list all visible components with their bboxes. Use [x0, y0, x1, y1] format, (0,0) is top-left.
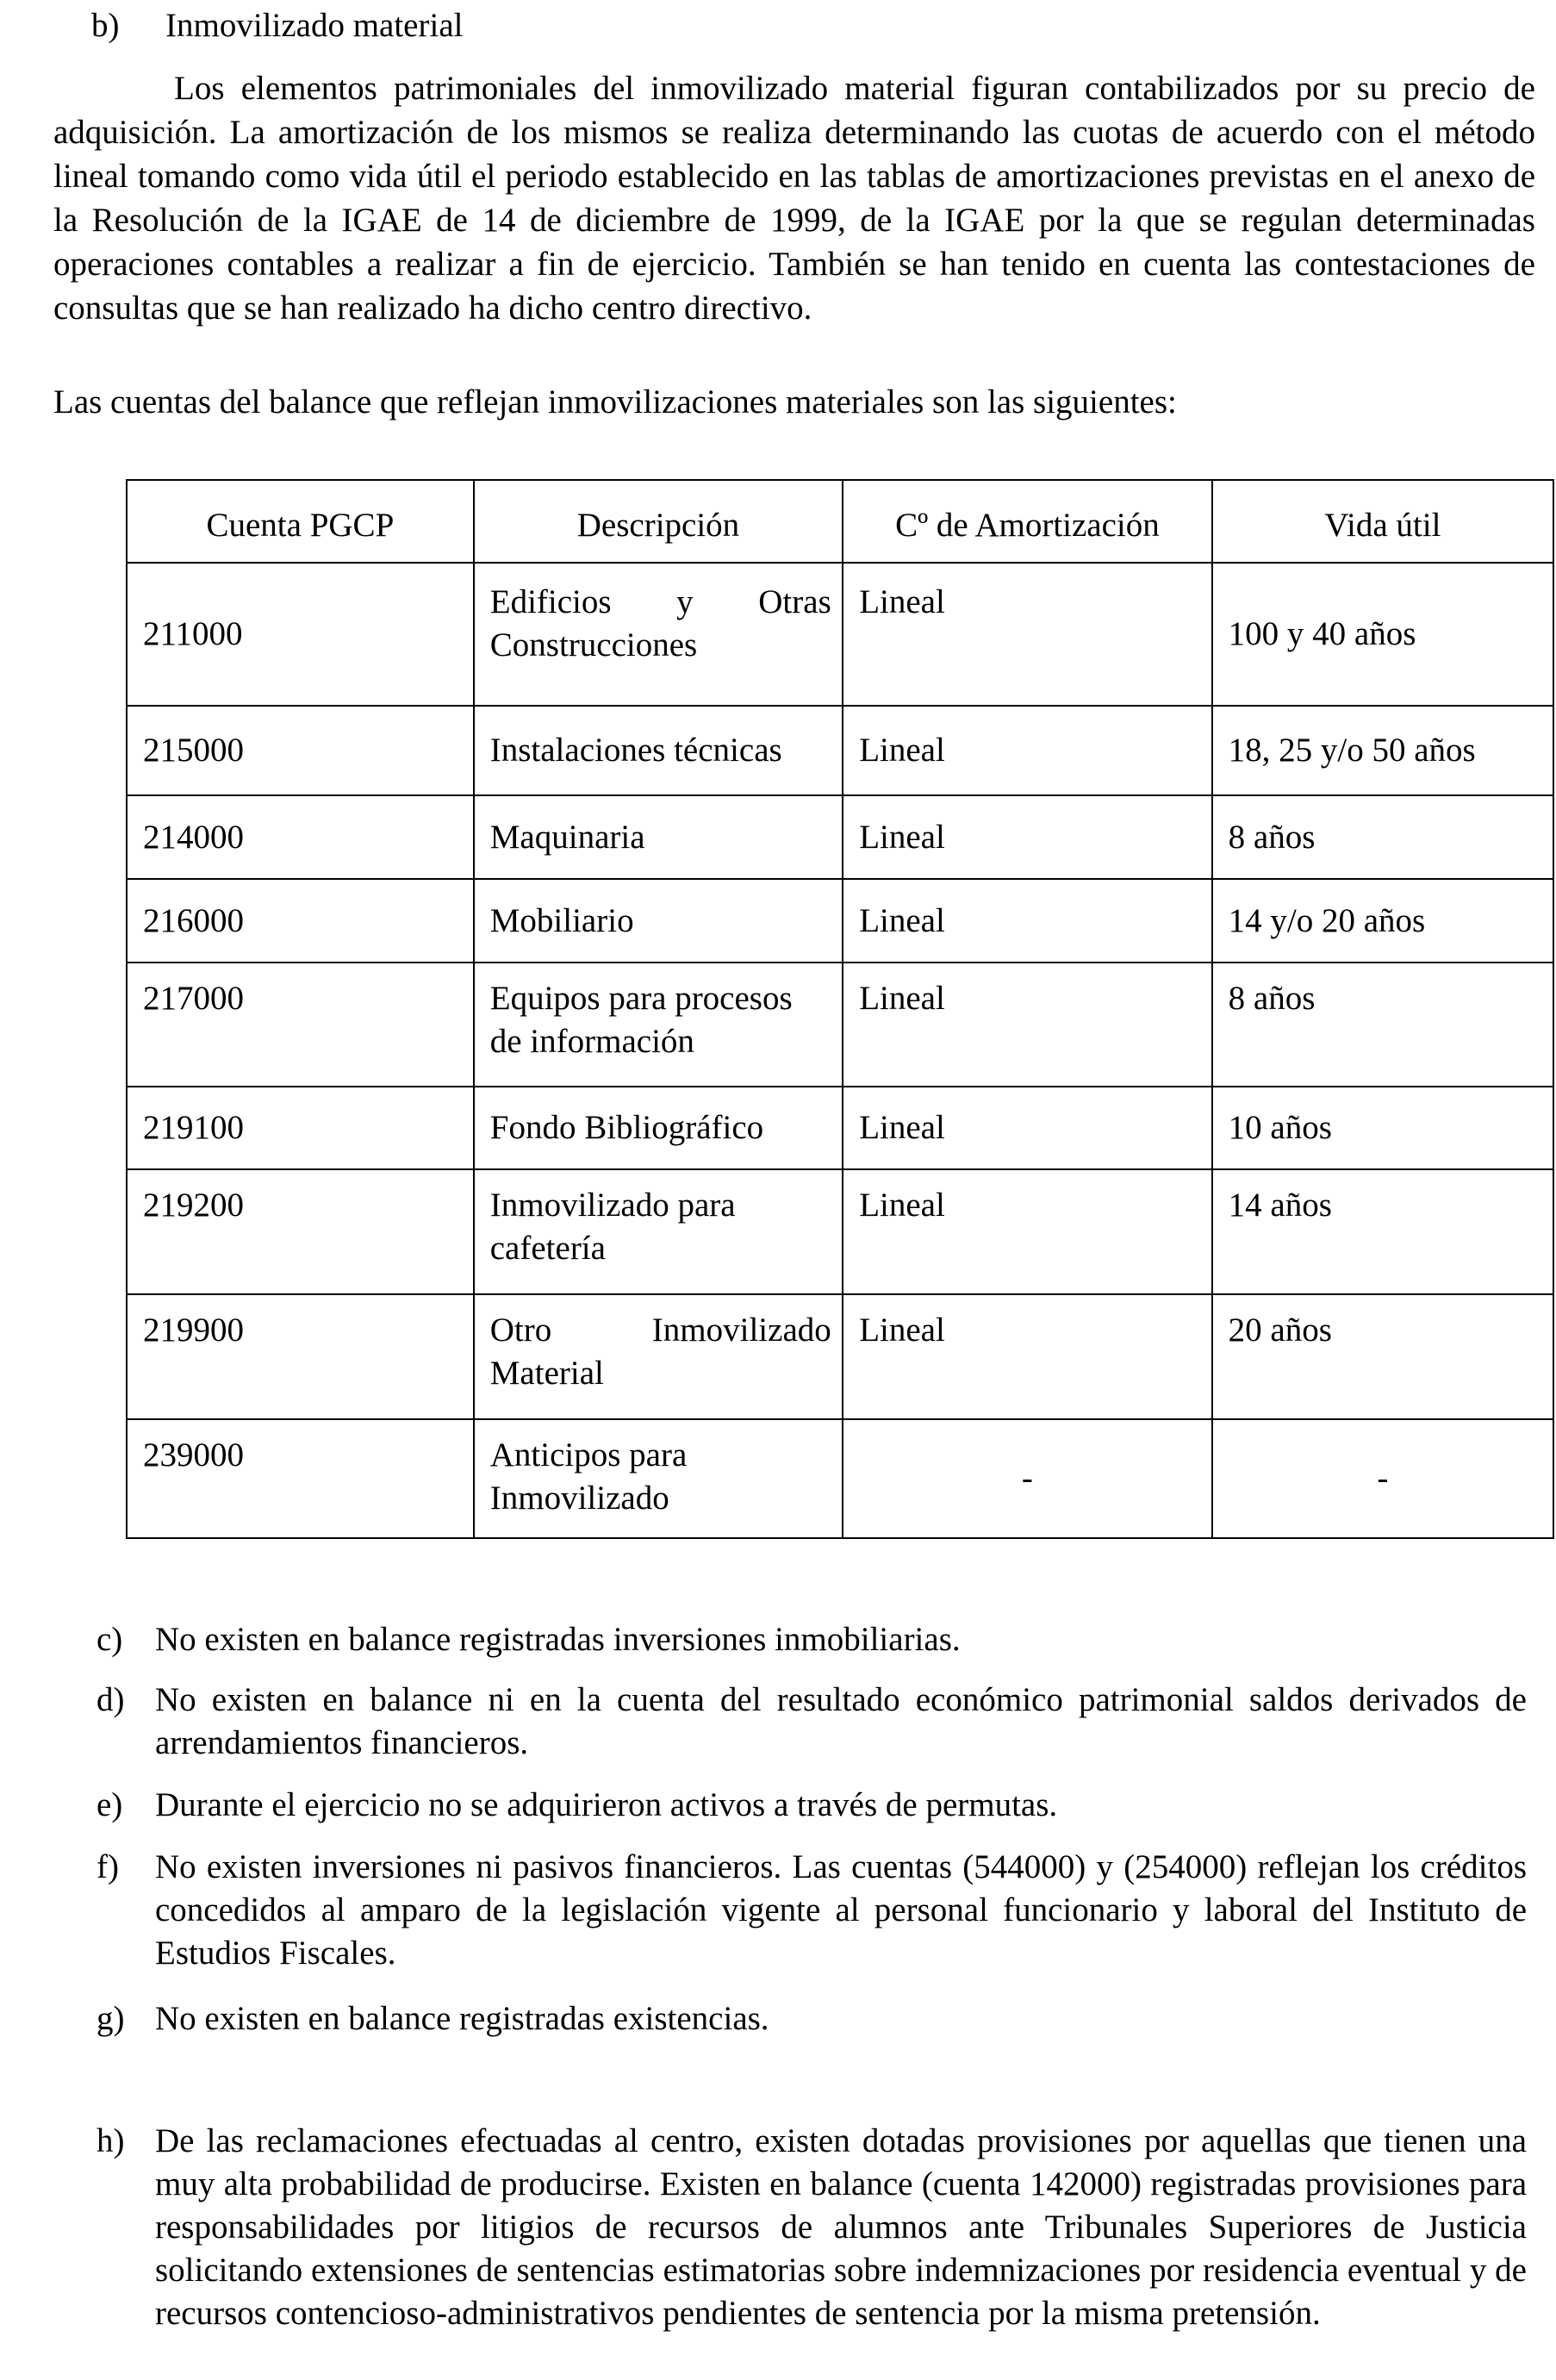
- item-marker: f): [96, 1848, 119, 1885]
- section-b-lead: Las cuentas del balance que reflejan inmovilizaciones materiales son las siguientes:: [53, 383, 1177, 421]
- item-text: No existen en balance registradas inversiones inmobiliarias.: [155, 1621, 961, 1658]
- cell-cuenta: 217000: [127, 963, 474, 1087]
- cell-cuenta: 211000: [127, 563, 474, 706]
- list-item: [96, 1618, 1527, 1661]
- cell-metodo: Lineal: [843, 1087, 1211, 1169]
- item-marker: c): [96, 1621, 123, 1658]
- table-row: [127, 1169, 1553, 1294]
- cell-vida: 100 y 40 años: [1212, 563, 1553, 706]
- cell-metodo: Lineal: [843, 879, 1211, 963]
- cell-cuenta: 219900: [127, 1294, 474, 1419]
- cell-metodo: Lineal: [843, 1294, 1211, 1419]
- item-text: No existen inversiones ni pasivos financieros. Las cuentas (544000) y (254000) reflejan los créditos concedidos al amparo de la legislación vigente al personal funcionario y laboral del Instituto de Estudios Fiscales.: [155, 1848, 1527, 1972]
- cell-vida: 10 años: [1212, 1087, 1553, 1169]
- table-row: [127, 563, 1553, 706]
- cell-cuenta: 239000: [127, 1419, 474, 1538]
- cell-vida: 18, 25 y/o 50 años: [1212, 706, 1553, 795]
- cell-metodo: Lineal: [843, 563, 1211, 706]
- cell-descripcion: Otro Inmovilizado Material: [474, 1294, 843, 1419]
- list-item: [96, 1846, 1527, 1975]
- cell-descripcion: Anticipos para Inmovilizado: [474, 1419, 843, 1538]
- list-item: [96, 1679, 1527, 1765]
- item-marker: g): [96, 2000, 125, 2037]
- table-row: [127, 795, 1553, 879]
- list-item: [96, 1784, 1527, 1827]
- list-item: [96, 2120, 1527, 2335]
- cell-vida: -: [1212, 1419, 1553, 1538]
- cell-descripcion: Maquinaria: [474, 795, 843, 879]
- cell-metodo: Lineal: [843, 706, 1211, 795]
- cell-vida: 8 años: [1212, 963, 1553, 1087]
- cell-metodo: Lineal: [843, 1169, 1211, 1294]
- cell-descripcion: Edificios y Otras Construcciones: [474, 563, 843, 706]
- section-b-marker: b): [91, 7, 120, 44]
- item-text: Durante el ejercicio no se adquirieron activos a través de permutas.: [155, 1786, 1058, 1823]
- item-marker: h): [96, 2122, 125, 2159]
- table-row: [127, 1419, 1553, 1538]
- cell-descripcion: Instalaciones técnicas: [474, 706, 843, 795]
- cell-cuenta: 219200: [127, 1169, 474, 1294]
- header-amortizacion: Cº de Amortización: [843, 480, 1211, 563]
- cell-vida: 14 años: [1212, 1169, 1553, 1294]
- section-b-title: Inmovilizado material: [165, 7, 464, 44]
- cell-metodo: Lineal: [843, 795, 1211, 879]
- table-row: [127, 879, 1553, 963]
- header-descripcion: Descripción: [474, 480, 843, 563]
- cell-metodo: -: [843, 1419, 1211, 1538]
- item-text: No existen en balance registradas existencias.: [155, 2000, 769, 2037]
- cell-vida: 20 años: [1212, 1294, 1553, 1419]
- cell-cuenta: 219100: [127, 1087, 474, 1169]
- item-marker: e): [96, 1786, 123, 1823]
- table-row: [127, 1087, 1553, 1169]
- table-row: [127, 706, 1553, 795]
- table-row: [127, 1294, 1553, 1419]
- section-b-paragraph: Los elementos patrimoniales del inmovilizado material figuran contabilizados por su precio de adquisición. La amortización de los mismos se realiza determinando las cuotas de acuerdo con el método lineal tomando como vida útil el periodo establecido en las tablas de amortizaciones previstas en el anexo de la Resolución de la IGAE de 14 de diciembre de 1999, de la IGAE por la que se regulan determinadas operaciones contables a realizar a fin de ejercicio. También se han tenido en cuenta las contestaciones de consultas que se han realizado ha dicho centro directivo.: [53, 70, 1535, 327]
- cell-descripcion: Mobiliario: [474, 879, 843, 963]
- table-header-row: [127, 480, 1553, 563]
- cell-descripcion: Fondo Bibliográfico: [474, 1087, 843, 1169]
- cell-descripcion: Equipos para procesos de información: [474, 963, 843, 1087]
- cell-cuenta: 216000: [127, 879, 474, 963]
- assets-table: [126, 479, 1554, 1539]
- cell-metodo: Lineal: [843, 963, 1211, 1087]
- item-text: No existen en balance ni en la cuenta del resultado económico patrimonial saldos derivados de arrendamientos financieros.: [155, 1681, 1527, 1761]
- cell-vida: 8 años: [1212, 795, 1553, 879]
- item-text: De las reclamaciones efectuadas al centro, existen dotadas provisiones por aquellas que tienen una muy alta probabilidad de producirse. Existen en balance (cuenta 142000) registradas provisiones para responsabilidades por litigios de recursos de alumnos ante Tribunales Superiores de Justicia solicitando extensiones de sentencias estimatorias sobre indemnizaciones por residencia eventual y de recursos contencioso-administrativos pendientes de sentencia por la misma pretensión.: [155, 2122, 1527, 2332]
- cell-vida: 14 y/o 20 años: [1212, 879, 1553, 963]
- cell-descripcion: Inmovilizado para cafetería: [474, 1169, 843, 1294]
- cell-cuenta: 215000: [127, 706, 474, 795]
- table-row: [127, 963, 1553, 1087]
- header-cuenta: Cuenta PGCP: [127, 480, 474, 563]
- header-vida-util: Vida útil: [1212, 480, 1553, 563]
- list-item: [96, 1997, 1527, 2040]
- section-b-heading: [91, 4, 463, 47]
- cell-cuenta: 214000: [127, 795, 474, 879]
- item-marker: d): [96, 1681, 125, 1718]
